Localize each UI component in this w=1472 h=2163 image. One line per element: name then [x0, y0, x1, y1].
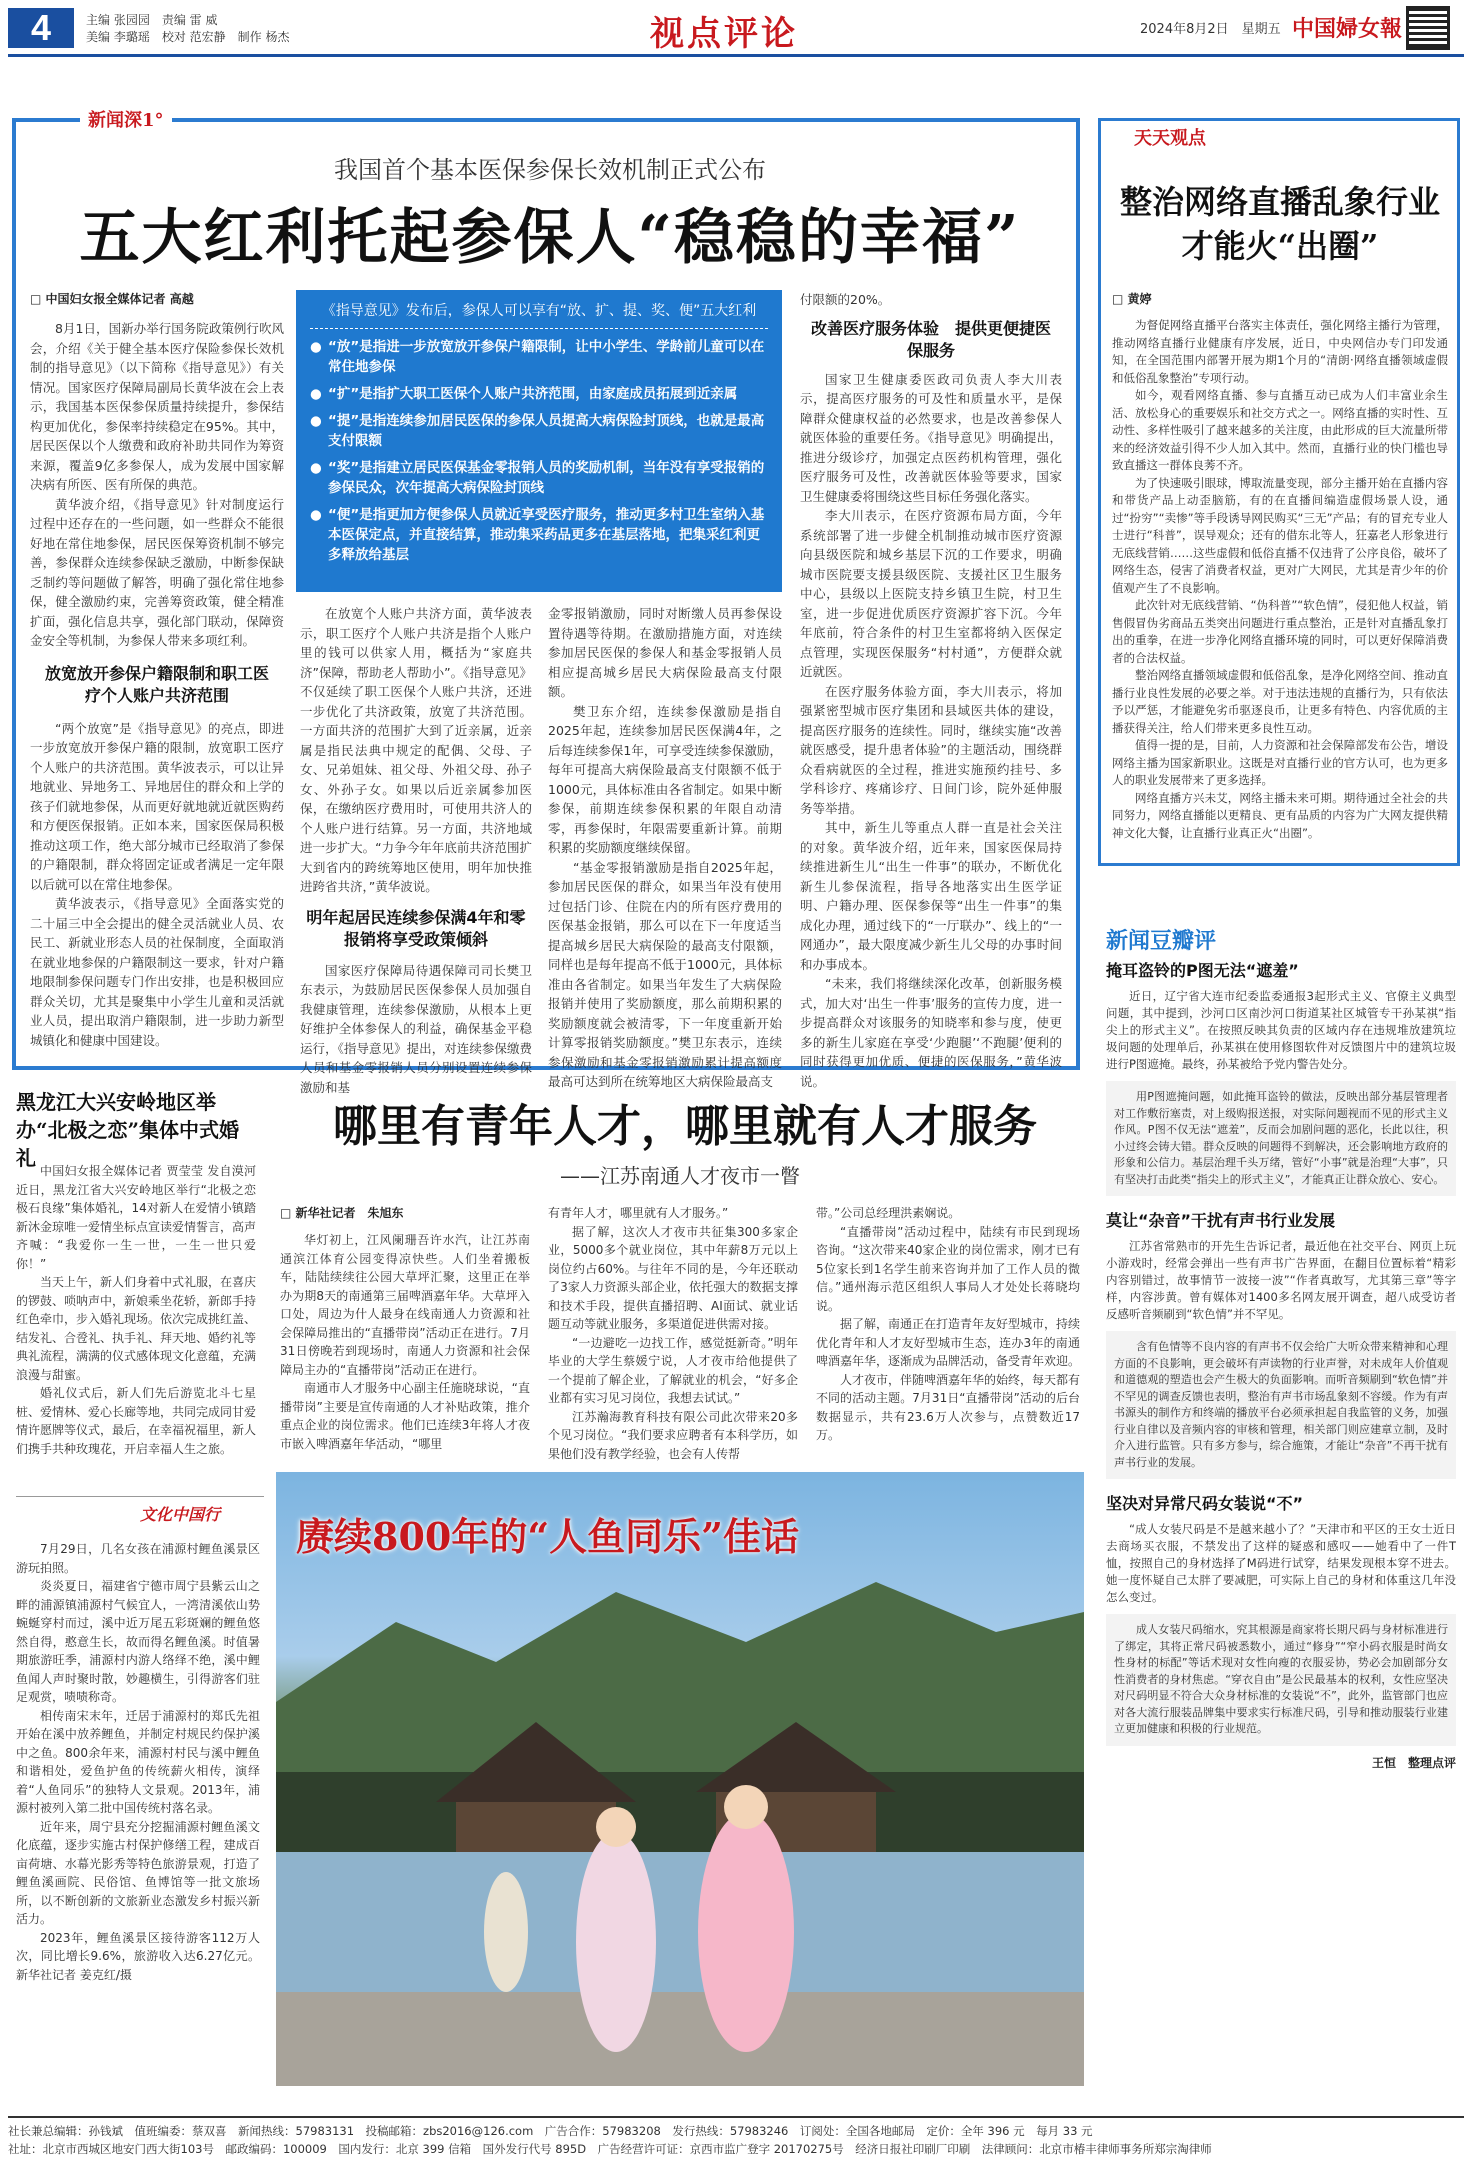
- header-rule: [8, 54, 1464, 57]
- comment-3-headline: 坚决对异常尺码女装说“不”: [1106, 1494, 1304, 1513]
- divider: [16, 1496, 264, 1497]
- talent-para: “直播带岗”活动过程中，陆续有市民到现场咨询。“这次带来40家企业的岗位需求，刚才已有5位家长到1名学生前来咨询并加了工作人员的微信。”通州海示范区组织人事局人才处处长蒋晓均说。: [816, 1224, 1080, 1313]
- lead-para: 黄华波介绍，《指导意见》针对制度运行过程中还存在的一些问题，如一些群众不能很好地在常住地参保，居民医保筹资机制不够完善，参保群众连续参保缺乏激励，中断参保缺乏制约等问题做了解答，明确了强化常住地参保，健全激励约束，完善筹资政策，健全精准扩面，强化信息共享，强化部门联动，保障资金安全等机制，为参保人带来多项红利。: [30, 496, 284, 648]
- photo-headline: 赓续800年的“人鱼同乐”佳话: [296, 1514, 800, 1559]
- lead-headline: 五大红利托起参保人“稳稳的幸福”: [79, 203, 1021, 273]
- bullet-icon: ●: [310, 413, 322, 429]
- wedding-story: [16, 1162, 269, 1458]
- comment-2-headline: 莫让“杂音”干扰有声书行业发展: [1106, 1211, 1336, 1230]
- lead-para: “两个放宽”是《指导意见》的亮点，即进一步放宽放开参保户籍的限制，放宽职工医疗个人账户的共济范围。黄华波表示，可以让异地就业、异地务工、异地居住的群众和上学的孩子们就地参保，从而更好就地就近就医购药和方便医保报销。正如本来，国家医保局积极推动这项工作，绝大部分城市已经取消了参保的户籍限制，群众将固定证或者满足一定年限以后就可以在常住地参保。: [30, 720, 284, 892]
- lead-para: 在放宽个人账户共济方面，黄华波表示，职工医疗个人账户共济是指个人账户里的钱可以供家人用，概括为“家庭共济”保障，帮助老人帮助小”。《指导意见》不仅延续了职工医保个人账户共济，还进一步优化了共济政策，放宽了共济范围。一方面共济的范围扩大到了近亲属，近亲属是指民法典中规定的配偶、父母、子女、兄弟姐妹、祖父母、外祖父母、孙子女、外孙子女。如果以后近亲属参加医保，在缴纳医疗费用时，可使用共济人的个人账户进行结算。另一方面，共济地域进一步扩大。“力争今年年底前共济范围扩大到省内的跨统筹地区使用，明年加快推进跨省共济，”黄华波说。: [300, 606, 532, 894]
- talent-para: 据了解，这次人才夜市共征集300多家企业，5000多个就业岗位，其中年薪8万元以上岗位约占60%。与往年不同的是，今年还联动了3家人力资源头部企业，依托强大的数据支撑和技术手段，提供直播招聘、AI面试、就业话题互动等就业服务，多渠道促进供需对接。: [548, 1224, 798, 1331]
- talent-para: 华灯初上，江风阑珊吾许水汽，让江苏南通滨江体育公园变得凉快些。人们坐着搬板车，陆陆续续往公园大草坪汇聚，这里正在举办为期8天的南通第三届啤酒嘉年华。大草坪入口处，周边为什人最身在线南通人力资源和社会保障局推出的“直播带岗”活动正在进行。7月31日傍晚若到现场时，南通人力资源和社会保障局主办的“直播带岗”活动正在进行。: [280, 1233, 530, 1377]
- opinion-body: [1112, 290, 1448, 842]
- culture-story: [16, 1540, 260, 1984]
- opinion-para: 整治网络直播领域虚假和低俗乱象，是净化网络空间、推动直播行业良性发展的必要之举。对于违法违规的直播行为，只有依法予以严惩，才能避免劣币驱逐良币，让更多有特色、内容优质的主播获得关注，给人们带来更多良性互动。: [1112, 668, 1448, 735]
- opinion-para: 为了快速吸引眼球，博取流量变现，部分主播开始在直播内容和带货产品上动歪脑筋，有的在直播间编造虚假场景人设，通过“扮穷”“卖惨”等手段诱导网民购买“三无”产品；有的冒充专业人士进行“科普”，误导观众；还有的借东北等人，狂嘉老人形象进行无底线营销……这些虚假和低俗直播不仅违背了公序良俗，破坏了网络生态，侵害了消费者权益，更对广大网民，尤其是青少年的价值观产生了不良影响。: [1112, 475, 1448, 595]
- callout-item: ● “奖”是指建立居民医保基金零报销人员的奖励机制，当年没有享受报销的参保民众，次年提高大病保险封顶线: [310, 460, 765, 496]
- comment-1-remark: 用P图遮掩问题，如此掩耳盗铃的做法，反映出部分基层管理者对工作敷衍塞责，对上级购报送报，对实际问题视而不见的形式主义作风。P图不仅无法“遮羞”，反而会加剧问题的恶化，长此以往，积小过终会铸大错。群众反映的问题得不到解决，还会影响地方政府的形象和公信力。基层治理千头万绪，管好“小事”就是治理“大事”，只有坚决打击此类“指尖上的形式主义”，才能真正让群众放心、安心。: [1106, 1081, 1456, 1196]
- opinion-byline: □ 黄婷: [1112, 292, 1152, 306]
- issue-date: 2024年8月2日 星期五: [1140, 22, 1281, 37]
- culture-para: 近年来，周宁县充分挖掘浦源村鲤鱼溪文化底蕴，逐步实施古村保护修缮工程，建成百亩荷塘、水幕光影秀等特色旅游景观，打造了鲤鱼溪画院、民俗馆、鱼博馆等一批文旅场所，以不断创新的文旅新业态激发乡村振兴新活力。: [16, 1819, 260, 1926]
- talent-column-3: [816, 1204, 1080, 1445]
- page-number: 4: [8, 8, 74, 48]
- bullet-icon: ●: [310, 339, 322, 355]
- lead-kicker: 新闻深1°: [80, 106, 172, 132]
- lead-para: 国家卫生健康委医政司负责人李大川表示，提高医疗服务的可及性和质量水平，是保障群众健康权益的必然要求，也是改善参保人就医体验的重要任务。《指导意见》明确提出，推进分级诊疗，加强定点医药机构管理，强化医疗服务可及性，改善就医体验等要求，国家卫生健康委将围绕这些目标任务强化落实。: [800, 371, 1062, 504]
- opinion-kicker: 天天观点: [1130, 124, 1210, 150]
- lead-column-4: [800, 290, 1062, 1091]
- callout-item: ● “提”是指连续参加居民医保的参保人员提高大病保险封顶线，也就是最高支付限额: [310, 413, 765, 449]
- wedding-para: 中国妇女报全媒体记者 贾莹莹 发自漠河 近日，黑龙江省大兴安岭地区举行“北极之恋 极石良缘”集体婚礼，14对新人在爱情小镇踏新沐金琼唯一爱情坐标点宣读爱情誓言，高声齐喊：“我爱你一生一世，一生一世只爱你！”: [16, 1164, 269, 1271]
- lead-column-2: [300, 604, 532, 1097]
- comment-3-body: “成人女装尺码是不是越来越小了？”天津市和平区的王女士近日去商场买衣服，不禁发出了这样的疑惑和感叹——她看中了一件T恤，按照自己的身材选择了M码进行试穿，结果发现根本穿不进去。她一度怀疑自己太胖了要减肥，可实际上自己的身材和体重这几年没怎么变过。: [1106, 1522, 1456, 1604]
- talent-para: 带。”公司总经理洪素娴说。: [816, 1206, 961, 1220]
- page-header: [0, 0, 1472, 52]
- bullet-icon: ●: [310, 386, 322, 402]
- opinion-para: 此次针对无底线营销、“伪科普”“软色情”，侵犯他人权益，销售假冒伪劣商品五类突出问题进行重点整治，正是针对直播乱象打出的重拳，在进一步净化网络直播环境的同时，可以更好保障消费者的合法权益。: [1112, 598, 1448, 665]
- credit-line-2: 美编 李璐瑶 校对 范宏静 制作 杨杰: [86, 30, 290, 44]
- bullet-icon: ●: [310, 507, 322, 523]
- talent-para: 人才夜市，伴随啤酒嘉年华的始终，每天都有不同的活动主题。7月31日“直播带岗”活动的后台数据显示，共有23.6万人次参与，点赞数近17万。: [816, 1372, 1081, 1442]
- benefits-callout: [296, 290, 782, 592]
- village-scene-illustration: [276, 1472, 1084, 2086]
- talent-byline: □ 新华社记者 朱旭东: [280, 1206, 404, 1220]
- opinion-para: 网络直播方兴未艾，网络主播未来可期。期待通过全社会的共同努力，网络直播能以更精良、更有品质的内容为广大网友提供精神文化大餐，让直播行业真正火“出圈”。: [1112, 790, 1448, 840]
- comment-2-body: 江苏省常熟市的开先生告诉记者，最近他在社交平台、网页上玩小游戏时，经常会弹出一些有声书广告界面，在翻目位置标着“精彩内容别错过，故事情节一波接一波”“作者真敢写，尤其第三章”等字样，内容涉黄。曾有媒体对1400多名网友展开调查，超八成受访者反感听音频刷到“软色情”并不罕见。: [1106, 1239, 1456, 1321]
- lead-para: 黄华波表示，《指导意见》全面落实党的二十届三中全会提出的健全灵活就业人员、农民工、新就业形态人员的社保制度，全面取消在就业地参保的户籍限制这一要求，针对户籍地限制参保问题专门作出安排，也是积极回应群众关切，尤其是聚集中小学生儿童和灵活就业人员，提出取消户籍限制，进一步助力新型城镇化和健康中国建设。: [30, 896, 284, 1048]
- comment-1-body: 近日，辽宁省大连市纪委监委通报3起形式主义、官僚主义典型问题，其中提到，沙河口区南沙河口街道某社区城管专干孙某祺“指尖上的形式主义”。在按照反映其负责的区域内存在违规堆放建筑垃圾问题的处理单后，孙某祺在使用修图软件对反馈图片中的建筑垃圾进行P图遮掩。最终，孙某被给予党内警告处分。: [1106, 989, 1456, 1071]
- talent-para: 据了解，南通正在打造青年友好型城市，持续优化青年和人才友好型城市生态，连办3年的南通啤酒嘉年华，逐渐成为品牌活动，备受青年欢迎。: [816, 1317, 1081, 1368]
- comment-1-headline: 掩耳盗铃的P图无法“遮羞”: [1106, 961, 1299, 980]
- comments-kicker: 新闻豆瓣评: [1106, 929, 1217, 954]
- lead-column-3: [548, 604, 782, 1092]
- lead-subhead-b: 明年起居民连续参保满4年和零报销将享受政策倾斜: [306, 907, 526, 949]
- talent-para: “一边避吃一边找工作，感觉挺新奇。”明年毕业的大学生蔡媛宁说，人才夜市给他提供了一个提前了解企业，了解就业的机会，“好多企业都有实习见习岗位，我想去试试。”: [548, 1335, 798, 1405]
- talent-headline: 哪里有青年人才，哪里就有人才服务: [333, 1101, 1037, 1152]
- callout-title: 《指导意见》发布后，参保人可以享有“放、扩、提、奖、便”五大红利: [310, 300, 768, 329]
- lead-subhead-c: 改善医疗服务体验 提供更便捷医保服务: [810, 318, 1051, 360]
- comments-column: [1106, 960, 1456, 2090]
- callout-item: ● “放”是指进一步放宽放开参保户籍限制，让中小学生、学龄前儿童可以在常住地参保: [310, 339, 765, 375]
- village-photo: [276, 1472, 1084, 2086]
- wedding-para: 婚礼仪式后，新人们先后游览北斗七星桩、爱情林、爱心长廊等地，共同完成同甘爱情许愿牌等仪式，最后，在幸福祝福里，新人们携手共种玫瑰花，开启幸福人生之旅。: [16, 1386, 257, 1456]
- credit-line-1: 主编 张园园 责编 雷 威: [86, 13, 218, 27]
- lead-column-1: [30, 290, 284, 1050]
- lead-para: 在医疗服务体验方面，李大川表示，将加强紧密型城市医疗集团和县域医共体的建设，提高医疗服务的连续性。同时，继续实施“改善就医感受，提升患者体验”的主题活动，围绕群众看病就医的全过程，推进实施预约挂号、多学科诊疗、疼痛诊疗、日间门诊，院外延伸服务等举措。: [800, 683, 1062, 816]
- section-title: 视点评论: [650, 14, 798, 54]
- talent-para: 江苏瀚海教育科技有限公司此次带来20多个见习岗位。“我们要求应聘者有本科学历，如果他们没有教学经验，也会有人传帮: [548, 1409, 798, 1461]
- opinion-para: 值得一提的是，目前，人力资源和社会保障部发布公告，增设网络主播为国家新职业。这既是对直播行业的官方认可，也为更多人的职业发展带来了更多选择。: [1112, 738, 1448, 787]
- lead-para: “基金零报销激励是指自2025年起，参加居民医保的群众，如果当年没有使用过包括门诊、住院在内的所有医疗费用的医保基金报销，那么可以在下一年度适当提高城乡居民大病保险的最高支付限额，同样也是每年提高不低于1000元，具体标准由各省制定。如果当年发生了大病保险报销并使用了奖励额度，那么前期积累的奖励额度就会被清零，下一年度重新开始计算零报销奖励额度。”樊卫东表示，连续参保激励和基金零报销激励累计提高额度最高可达到所在统筹地区大病保险最高支: [548, 859, 782, 1089]
- lead-para: 樊卫东介绍，连续参保激励是指自2025年起，连续参加居民医保满4年，之后每连续参保1年，可享受连续参保激励，每年可提高大病保险最高支付限额不低于1000元，具体标准由各省制定。如果中断参保，前期连续参保积累的年限自动清零，再参保时，年限需要重新计算。前期积累的奖励额度继续保留。: [548, 703, 782, 855]
- qr-code-icon: [1406, 6, 1450, 50]
- culture-para: 炎炎夏日，福建省宁德市周宁县紫云山之畔的浦源镇浦源村气候宜人，一湾清溪依山势蜿蜒穿村而过，溪中近万尾五彩斑斓的鲤鱼悠然自得，憨意生长，故而得名鲤鱼溪。时值暑期旅游旺季，浦源村内游人络绎不绝，溪中鲤鱼闻人声时聚时散，妙趣横生，引得游客们驻足观赏，啧啧称奇。: [16, 1579, 260, 1704]
- culture-para: 2023年，鲤鱼溪景区接待游客112万人次，同比增长9.6%，旅游收入达6.27亿元。新华社记者 姜克红/摄: [16, 1930, 260, 1982]
- talent-subhead: ——江苏南通人才夜市一瞥: [560, 1164, 800, 1188]
- talent-para: 南通市人才服务中心副主任施晓球说，“直播带岗”主要是宣传南通的人才补贴政策，推介重点企业的岗位需求。他们已连续3年将人才夜市嵌入啤酒嘉年华活动，“哪里: [280, 1381, 530, 1451]
- callout-item: ● “便”是指更加方便参保人员就近享受医疗服务，推动更多村卫生室纳入基本医保定点，并直接结算，推动集采药品更多在基层落地，把集采红利更多释放给基层: [310, 507, 765, 563]
- editor-credits: [86, 12, 386, 46]
- comment-2-remark: 含有色情等不良内容的有声书不仅会给广大听众带来精神和心理方面的不良影响，更会破坏有声读物的行业声誉，对未成年人价值观和道德观的塑造也会产生极大的负面影响。而听音频刷到“软色情”并不罕见的调查反馈也表明，整治有声书市场乱象刻不容缓。作为有声书源头的制作方和终端的播放平台必须承担起自我监管的义务，加强行业自律以及音频内容的审核和管理，相关部门则应建章立制，及时介入进行监管。只有多方参与，综合施策，才能让“杂音”不再干扰有声书行业的发展。: [1106, 1331, 1456, 1479]
- lead-subhead-a: 放宽放开参保户籍限制和职工医疗个人账户共济范围: [44, 663, 269, 705]
- talent-para: 有青年人才，哪里就有人才服务。”: [548, 1206, 729, 1220]
- footer-line-2: 社址：北京市西城区地安门西大街103号 邮政编码：100009 国内发行：北京 399 信箱 国外发行代号 895D 广告经营许可证：京西市监广登字 20170275号 经济日报社印刷厂印刷 法律顾问：北京市椿丰律师事务所郑宗淘律师: [8, 2142, 1212, 2156]
- culture-para: 7月29日，几名女孩在浦源村鲤鱼溪景区游玩拍照。: [16, 1542, 260, 1575]
- paper-logo: 中国婦女報: [1292, 16, 1403, 42]
- opinion-headline: 整治网络直播乱象行业才能火“出圈”: [1119, 183, 1440, 265]
- opinion-para: 为督促网络直播平台落实主体责任，强化网络主播行为管理，推动网络直播行业健康有序发展，近日，中央网信办专门印发通知，在全国范围内部署开展为期1个月的“清朗·网络直播领域虚假和低俗乱象整治”专项行动。: [1112, 318, 1448, 385]
- talent-column-2: [548, 1204, 798, 1463]
- lead-subtitle: 我国首个基本医保参保长效机制正式公布: [334, 156, 766, 184]
- talent-column-1: [280, 1204, 530, 1453]
- comment-3-remark: 成人女装尺码缩水，究其根源是商家将长期尺码与身材标准进行了绑定，其将正常尺码被悉数小，通过“修身”“窄小码衣服是时尚女性身材的标配”等话术现对女性向瘦的衣服妥协，势必会加剧部分女性消费者的身材焦虑。“穿衣自由”是公民最基本的权利，女性应坚决对尺码明显不符合大众身材标准的女装说“不”，此外，监管部门也应对各大流行服装品牌集中要求实行标准尺码，引导和推动服装行业建立更加健康和积极的行业规范。: [1106, 1614, 1456, 1746]
- opinion-para: 如今，观看网络直播、参与直播互动已成为人们丰富业余生活、放松身心的重要娱乐和社交方式之一。网络直播的实时性、互动性、多样性吸引了越来越多的关注度，由此形成的巨大流量所带来的经济效益引得不少人加入其中。然而，直播行业的快门槛也导致直播这一群体良莠不齐。: [1112, 388, 1448, 472]
- lead-para: 付限额的20%。: [800, 292, 891, 307]
- culture-kicker: 文化中国行: [140, 1505, 221, 1524]
- lead-byline: □ 中国妇女报全媒体记者 高越: [30, 292, 194, 306]
- page-footer: [8, 2116, 1464, 2158]
- comments-editor: 王恒 整理点评: [1371, 1755, 1456, 1770]
- footer-line-1: 社长兼总编辑：孙钱斌 值班编委：蔡双喜 新闻热线：57983131 投稿邮箱：zbs2016@126.com 广告合作：57983208 发行热线：57983246 订阅处：全国各地邮局 定价：全年 396 元 每月 33 元: [8, 2124, 1093, 2138]
- wedding-headline: 黑龙江大兴安岭地区举办“北极之恋”集体中式婚礼: [16, 1090, 240, 1170]
- lead-para: 国家医疗保障局待遇保障司司长樊卫东表示，为鼓励居民医保参保人员加强自我健康管理，连续参保激励，从根本上更好维护全体参保人的利益，确保基金平稳运行，《指导意见》提出，对连续参保缴费人员和基金零报销人员分别设置连续参保激励和基: [300, 962, 532, 1095]
- lead-para: 其中，新生儿等重点人群一直是社会关注的对象。黄华波介绍，近年来，国家医保局持续推进新生儿“出生一件事”的联办，不断优化新生儿参保流程，指导各地落实出生医学证明、户籍办理、医保参保等“出生一件事”的集成化办理，通过线下的“一厅联办”、线上的“一网通办”，最大限度减少新生儿父母的办事时间和办事成本。: [800, 820, 1062, 972]
- lead-para: 金零报销激励，同时对断缴人员再参保设置待遇等待期。在激励措施方面，对连续参加居民医保的参保人和基金零报销人员相应提高城乡居民大病保险最高支付限额。: [548, 606, 782, 699]
- callout-item: ● “扩”是指扩大职工医保个人账户共济范围，由家庭成员拓展到近亲属: [310, 386, 738, 402]
- culture-para: 相传南宋末年，迁居于浦源村的郑氏先祖开始在溪中放养鲤鱼，并制定村规民约保护溪中之鱼。800余年来，浦源村村民与溪中鲤鱼和谐相处，爱鱼护鱼的传统薪火相传，演绎着“人鱼同乐”的独特人文景观。2013年，浦源村被列入第二批中国传统村落名录。: [16, 1708, 260, 1815]
- lead-para: “未来，我们将继续深化改革，创新服务模式，加大对‘出生一件事’服务的宣传力度，进一步提高群众对该服务的知晓率和参与度，使更多的新生儿家庭在享受‘少跑腿’‘不跑腿’便利的同时获得更加优质、便捷的医保服务，”黄华波说。: [800, 976, 1062, 1089]
- bullet-icon: ●: [310, 460, 322, 476]
- wedding-para: 当天上午，新人们身着中式礼服，在喜庆的锣鼓、唢呐声中，新娘乘坐花轿，新郎手持红色牵巾，步入婚礼现场。依次完成挑红盖、结发礼、合卺礼、执手礼、拜天地、婚约礼等典礼流程，满满的仪式感体现文化意蕴，充满浪漫与甜蜜。: [16, 1275, 257, 1382]
- lead-para: 李大川表示，在医疗资源布局方面，今年系统部署了进一步健全机制推动城市医疗资源向县级医院和城乡基层下沉的工作要求，明确城市医院要支援县级医院、支援社区卫生服务中心，县级以上医院支持乡镇卫生院，村卫生室，进一步促进优质医疗资源扩容下沉。今年年底前，符合条件的村卫生室都将纳入医保定点管理，实现医保服务“村村通”，方便群众就近就医。: [800, 508, 1062, 679]
- lead-para: 8月1日，国新办举行国务院政策例行吹风会，介绍《关于健全基本医疗保险参保长效机制的指导意见》（以下简称《指导意见》）有关情况。国家医疗保障局副局长黄华波在会上表示，我国基本医保参保质量持续提升，参保结构更加优化，参保率持续稳定在95%。其中，居民医保以个人缴费和政府补助共同作为筹资来源，覆盖9亿多参保人，成为发展中国家解决病有所医、医有所保的典范。: [30, 321, 284, 492]
